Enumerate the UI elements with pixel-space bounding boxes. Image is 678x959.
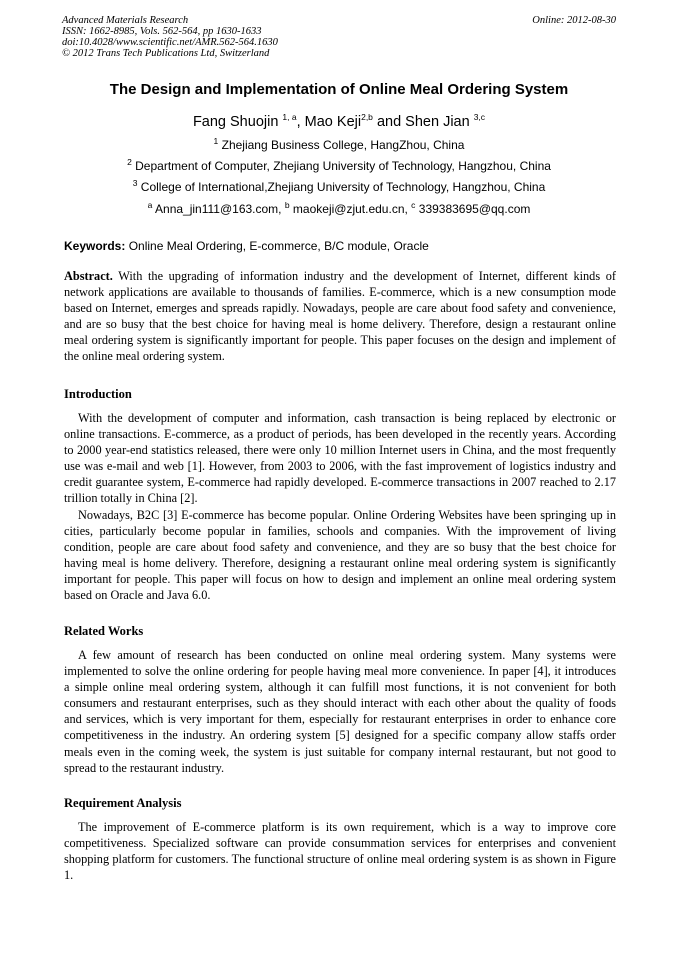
email-b-sup: b — [284, 200, 290, 210]
author-3-sup: 3,c — [473, 112, 486, 123]
affiliation-1 — [40, 138, 638, 152]
abstract-label: Abstract. — [64, 269, 113, 283]
author-line — [40, 113, 638, 131]
keywords — [64, 239, 616, 253]
author-1-sup: 1, a — [282, 112, 297, 123]
section-heading-introduction: Introduction — [64, 387, 132, 401]
email-b: maokeji@zjut.edu.cn, — [292, 202, 412, 216]
author-3: and Shen Jian — [372, 114, 470, 130]
affiliation-2-text: Department of Computer, Zhejiang University of Technology, Hangzhou, China — [135, 159, 551, 173]
affiliation-1-text: Zhejiang Business College, HangZhou, China — [221, 138, 465, 152]
journal-header — [62, 15, 278, 59]
affiliation-3-text: College of International,Zhejiang University of Technology, Hangzhou, China — [140, 180, 546, 194]
paper-title: The Design and Implementation of Online Meal Ordering System — [109, 81, 569, 98]
section-heading-related-works: Related Works — [64, 624, 144, 638]
email-a-sup: a — [147, 200, 153, 210]
affiliation-1-sup: 1 — [213, 136, 219, 146]
keywords-text: Online Meal Ordering, E-commerce, B/C module, Oracle — [128, 239, 429, 253]
affiliation-2-sup: 2 — [127, 157, 132, 167]
email-a: Anna_jin111@163.com, — [155, 202, 285, 216]
section-heading-requirement-analysis: Requirement Analysis — [64, 796, 182, 810]
copyright-line: © 2012 Trans Tech Publications Ltd, Switzerland — [62, 48, 270, 59]
author-2-sup: 2,b — [361, 112, 373, 123]
introduction-paragraph-1: With the development of computer and information, cash transaction is being replaced by electronic or online transactions. E-commerce, as a product of periods, has been developed in the recently years. According to 2000 year-end statistics released, there were only 10 million Internet users in China, and the most frequently use was e-mail and web [1]. However, from 2003 to 2006, with the fast improvement of logistics industry and credit guarantee system, E-commerce had rapidly developed. E-commerce transactions in 2007 reached to 2.17 trillion totally in China [2]. — [64, 411, 616, 506]
abstract-text: With the upgrading of information industry and the development of Internet, different kinds of network applications are available to thousands of families. E-commerce, which is a new consumption mode based on Internet, emerges and spreads rapidly. Nowadays, people are care about food safety and convenience, and are so busy that the best choice for having meal is home delivery. Therefore, design a restaurant online meal ordering system is significantly important for people. This paper focuses on the design and implement of the online meal ordering system. — [64, 269, 616, 364]
email-c-sup: c — [411, 200, 416, 210]
affiliation-3-sup: 3 — [132, 178, 138, 188]
issn-line: ISSN: 1662-8985, Vols. 562-564, pp 1630-1633 — [62, 26, 262, 37]
requirement-analysis-paragraph: The improvement of E-commerce platform is its own requirement, which is a way to improve core competitiveness. Specialized software can provide consummation services for enterprises and convenient shopping platform for customers. The functional structure of online meal ordering system is as shown in Figure 1. — [64, 820, 616, 883]
email-c: 339383695@qq.com — [418, 202, 531, 216]
abstract — [64, 268, 616, 365]
author-1: Fang Shuojin — [192, 114, 279, 130]
author-2: , Mao Keji — [296, 114, 362, 130]
affiliation-3 — [40, 180, 638, 194]
introduction-paragraph-2: Nowadays, B2C [3] E-commerce has become popular. Online Ordering Websites have been springing up in cities, particularly become popular in families, schools and companies. With the improvement of living condition, people are care about food safety and convenience, and they are so busy that the best choice for having meal is home delivery. Therefore, designing a restaurant online meal ordering system is significantly important for people. This paper will focus on how to design and implement an online meal ordering system based on Oracle and Java 6.0. — [64, 508, 616, 603]
online-date: Online: 2012-08-30 — [532, 15, 616, 26]
email-line — [40, 202, 638, 216]
related-works-paragraph: A few amount of research has been conducted on online meal ordering system. Many systems were implemented to solve the online ordering for people having meal more convenience. In paper [4], it introduces a simple online meal ordering system, although it can fulfill most functions, it is not convenient for both consumers and restaurant enterprises, such as they should interact with each other about the quality of foods and services, which is very important for them, especially for restaurant enterprises in order to enhance core competitiveness in the industry. An ordering system [5] designed for a specific company allow staffs order meals even in the coming week, the system is just suitable for company internal restaurant, but not good to spread to the restaurant industry. — [64, 648, 616, 775]
journal-name: Advanced Materials Research — [62, 15, 189, 26]
affiliation-2 — [40, 159, 638, 173]
doi-line: doi:10.4028/www.scientific.net/AMR.562-564.1630 — [62, 37, 278, 48]
keywords-label: Keywords: — [64, 239, 126, 253]
